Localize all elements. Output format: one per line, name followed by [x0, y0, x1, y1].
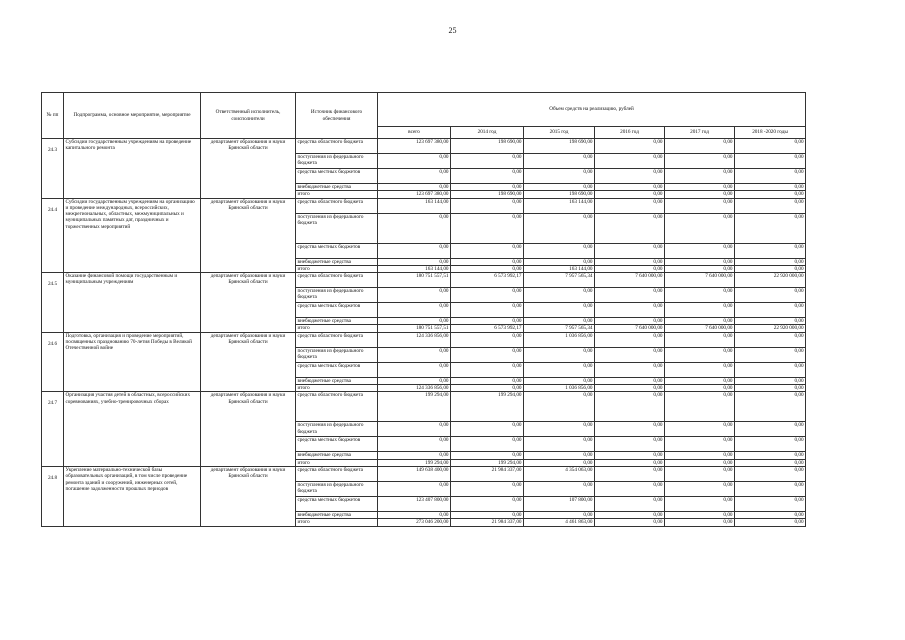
amount-cell: 0,00 — [735, 362, 806, 377]
source-label: итого — [296, 191, 378, 198]
source-label: средства местных бюджетов — [296, 169, 378, 184]
amount-cell: 0,00 — [524, 437, 595, 452]
section-code: 24.5 — [42, 273, 64, 333]
table-row — [42, 139, 806, 154]
amount-cell: 0,00 — [665, 303, 735, 318]
section-executor: департамент образования и науки Брянской области — [201, 198, 296, 273]
amount-cell: 0,00 — [595, 265, 665, 272]
amount-cell: 7 957 565,34 — [524, 325, 595, 332]
amount-cell: 0,00 — [451, 318, 524, 325]
amount-cell: 0,00 — [665, 511, 735, 518]
amount-cell: 22 920 000,00 — [735, 325, 806, 332]
section-code: 24.8 — [42, 466, 64, 526]
amount-cell: 180 751 557,51 — [378, 325, 451, 332]
amount-cell: 0,00 — [524, 303, 595, 318]
amount-cell: 0,00 — [524, 154, 595, 169]
amount-cell: 0,00 — [735, 466, 806, 481]
amount-cell: 1 036 856,00 — [524, 385, 595, 392]
amount-cell: 0,00 — [595, 511, 665, 518]
amount-cell: 0,00 — [595, 437, 665, 452]
section-code: 24.3 — [42, 139, 64, 199]
amount-cell: 0,00 — [595, 318, 665, 325]
amount-cell: 0,00 — [451, 288, 524, 303]
amount-cell: 0,00 — [665, 318, 735, 325]
amount-cell: 0,00 — [595, 154, 665, 169]
section-title: Подготовка, организация и проведение мероприятий, посвященных празднованию 70-летия Победы в Великой Отечественной войне — [64, 332, 201, 392]
source-label: внебюджетные средства — [296, 377, 378, 384]
amount-cell: 198 690,00 — [451, 139, 524, 154]
amount-cell: 273 046 200,00 — [378, 519, 451, 526]
amount-cell: 0,00 — [524, 362, 595, 377]
amount-cell: 0,00 — [665, 481, 735, 496]
amount-cell: 0,00 — [735, 318, 806, 325]
amount-cell: 124 336 856,00 — [378, 385, 451, 392]
amount-cell: 0,00 — [595, 184, 665, 191]
amount-cell: 0,00 — [735, 213, 806, 243]
source-label: поступления из федерального бюджета — [296, 481, 378, 496]
amount-cell: 0,00 — [378, 452, 451, 459]
amount-cell: 0,00 — [524, 392, 595, 422]
amount-cell: 0,00 — [451, 184, 524, 191]
amount-cell: 0,00 — [735, 243, 806, 258]
amount-cell: 0,00 — [665, 519, 735, 526]
section-executor: департамент образования и науки Брянской области — [201, 273, 296, 333]
amount-cell: 0,00 — [665, 243, 735, 258]
amount-cell: 1 036 856,00 — [524, 332, 595, 347]
amount-cell: 199 294,00 — [451, 459, 524, 466]
source-label: средства областного бюджета — [296, 332, 378, 347]
amount-cell: 0,00 — [451, 332, 524, 347]
header-executor: Ответственный исполнитель, соисполнители — [201, 93, 296, 139]
header-year: 2016 год — [595, 127, 665, 139]
amount-cell: 0,00 — [665, 466, 735, 481]
amount-cell: 0,00 — [595, 347, 665, 362]
amount-cell: 0,00 — [524, 481, 595, 496]
amount-cell: 21 984 337,00 — [451, 519, 524, 526]
section-title: Оказание финансовой помощи государственным и муниципальным учреждениям — [64, 273, 201, 333]
amount-cell: 0,00 — [735, 511, 806, 518]
amount-cell: 0,00 — [451, 377, 524, 384]
amount-cell: 0,00 — [378, 169, 451, 184]
amount-cell: 0,00 — [665, 437, 735, 452]
amount-cell: 0,00 — [665, 288, 735, 303]
amount-cell: 0,00 — [665, 452, 735, 459]
amount-cell: 0,00 — [595, 332, 665, 347]
amount-cell: 0,00 — [735, 377, 806, 384]
amount-cell: 0,00 — [378, 422, 451, 437]
amount-cell: 0,00 — [524, 377, 595, 384]
amount-cell: 198 690,00 — [451, 191, 524, 198]
amount-cell: 0,00 — [665, 422, 735, 437]
amount-cell: 163 144,00 — [524, 265, 595, 272]
amount-cell: 0,00 — [451, 385, 524, 392]
amount-cell: 0,00 — [665, 184, 735, 191]
amount-cell: 0,00 — [595, 452, 665, 459]
amount-cell: 123 697 380,00 — [378, 191, 451, 198]
amount-cell: 0,00 — [378, 437, 451, 452]
source-label: внебюджетные средства — [296, 318, 378, 325]
amount-cell: 0,00 — [735, 519, 806, 526]
amount-cell: 0,00 — [378, 377, 451, 384]
amount-cell: 0,00 — [524, 169, 595, 184]
amount-cell: 163 144,00 — [378, 265, 451, 272]
amount-cell: 0,00 — [735, 437, 806, 452]
amount-cell: 0,00 — [451, 347, 524, 362]
amount-cell: 0,00 — [451, 265, 524, 272]
header-year: 2018 -2020 годы — [735, 127, 806, 139]
amount-cell: 0,00 — [595, 169, 665, 184]
source-label: средства местных бюджетов — [296, 437, 378, 452]
amount-cell: 6 573 992,17 — [451, 325, 524, 332]
amount-cell: 163 144,00 — [378, 198, 451, 213]
amount-cell: 0,00 — [735, 258, 806, 265]
amount-cell: 0,00 — [665, 213, 735, 243]
source-label: итого — [296, 325, 378, 332]
amount-cell: 149 638 400,00 — [378, 466, 451, 481]
amount-cell: 0,00 — [595, 288, 665, 303]
source-label: средства областного бюджета — [296, 273, 378, 288]
source-label: внебюджетные средства — [296, 258, 378, 265]
amount-cell: 0,00 — [595, 519, 665, 526]
amount-cell: 0,00 — [735, 385, 806, 392]
amount-cell: 0,00 — [378, 318, 451, 325]
section-code: 24.4 — [42, 198, 64, 273]
section-code: 24.7 — [42, 392, 64, 467]
amount-cell: 0,00 — [665, 392, 735, 422]
amount-cell: 0,00 — [665, 496, 735, 511]
amount-cell: 0,00 — [595, 466, 665, 481]
source-label: средства местных бюджетов — [296, 362, 378, 377]
header-year: всего — [378, 127, 451, 139]
amount-cell: 6 573 992,17 — [451, 273, 524, 288]
header-year: 2015 год — [524, 127, 595, 139]
amount-cell: 198 690,00 — [524, 191, 595, 198]
amount-cell: 0,00 — [451, 452, 524, 459]
amount-cell: 0,00 — [595, 496, 665, 511]
amount-cell: 0,00 — [451, 362, 524, 377]
amount-cell: 180 751 557,51 — [378, 273, 451, 288]
amount-cell: 0,00 — [665, 265, 735, 272]
amount-cell: 0,00 — [665, 191, 735, 198]
section-title: Организация участия детей в областных, всероссийских соревнованиях, учебно-тренировочных сборах — [64, 392, 201, 467]
amount-cell: 0,00 — [735, 332, 806, 347]
source-label: внебюджетные средства — [296, 511, 378, 518]
amount-cell: 0,00 — [595, 303, 665, 318]
amount-cell: 0,00 — [451, 213, 524, 243]
amount-cell: 0,00 — [595, 198, 665, 213]
amount-cell: 0,00 — [595, 392, 665, 422]
amount-cell: 0,00 — [665, 347, 735, 362]
amount-cell: 21 984 337,00 — [451, 466, 524, 481]
section-executor: департамент образования и науки Брянской области — [201, 332, 296, 392]
source-label: итого — [296, 385, 378, 392]
amount-cell: 0,00 — [595, 213, 665, 243]
amount-cell: 0,00 — [524, 422, 595, 437]
source-label: средства областного бюджета — [296, 466, 378, 481]
amount-cell: 0,00 — [735, 459, 806, 466]
amount-cell: 4 461 863,00 — [524, 519, 595, 526]
amount-cell: 0,00 — [451, 437, 524, 452]
amount-cell: 199 294,00 — [378, 392, 451, 422]
amount-cell: 0,00 — [595, 191, 665, 198]
amount-cell: 0,00 — [378, 258, 451, 265]
amount-cell: 0,00 — [665, 377, 735, 384]
amount-cell: 0,00 — [665, 154, 735, 169]
amount-cell: 0,00 — [524, 213, 595, 243]
amount-cell: 0,00 — [735, 481, 806, 496]
amount-cell: 199 294,00 — [378, 459, 451, 466]
amount-cell: 0,00 — [735, 265, 806, 272]
amount-cell: 0,00 — [451, 198, 524, 213]
amount-cell: 0,00 — [378, 213, 451, 243]
source-label: средства местных бюджетов — [296, 243, 378, 258]
amount-cell: 0,00 — [378, 184, 451, 191]
source-label: поступления из федерального бюджета — [296, 213, 378, 243]
source-label: поступления из федерального бюджета — [296, 288, 378, 303]
amount-cell: 107 800,00 — [524, 496, 595, 511]
amount-cell: 0,00 — [735, 452, 806, 459]
amount-cell: 198 690,00 — [524, 139, 595, 154]
amount-cell: 0,00 — [735, 139, 806, 154]
section-title: Укрепление материально-технической базы образовательных организаций, в том числе проведение ремонта зданий и сооружений, инженерных сетей, погашение задолженности прошлых периодов — [64, 466, 201, 526]
amount-cell: 0,00 — [665, 198, 735, 213]
amount-cell: 124 336 856,00 — [378, 332, 451, 347]
amount-cell: 0,00 — [451, 303, 524, 318]
section-code: 24.6 — [42, 332, 64, 392]
amount-cell: 0,00 — [735, 184, 806, 191]
amount-cell: 0,00 — [595, 481, 665, 496]
amount-cell: 0,00 — [378, 481, 451, 496]
section-title: Субсидии государственным учреждениям на организацию и проведение международных, всероссийских, межрегиональных, областных, межмуниципальных и муниципальных памятных дат, праздничных и торжественных мероприятий — [64, 198, 201, 273]
amount-cell: 123 697 380,00 — [378, 139, 451, 154]
amount-cell: 0,00 — [451, 422, 524, 437]
amount-cell: 0,00 — [524, 184, 595, 191]
source-label: поступления из федерального бюджета — [296, 422, 378, 437]
amount-cell: 0,00 — [735, 198, 806, 213]
header-num: № пп — [42, 93, 64, 139]
amount-cell: 0,00 — [451, 258, 524, 265]
source-label: средства областного бюджета — [296, 198, 378, 213]
amount-cell: 0,00 — [524, 452, 595, 459]
amount-cell: 199 294,00 — [451, 392, 524, 422]
amount-cell: 0,00 — [665, 385, 735, 392]
amount-cell: 4 354 063,00 — [524, 466, 595, 481]
amount-cell: 7 640 000,00 — [595, 273, 665, 288]
source-label: итого — [296, 519, 378, 526]
amount-cell: 0,00 — [735, 288, 806, 303]
amount-cell: 0,00 — [735, 303, 806, 318]
amount-cell: 0,00 — [451, 243, 524, 258]
table-row — [42, 466, 806, 481]
table-row — [42, 392, 806, 422]
header-volume: Объем средств на реализацию, рублей — [378, 93, 806, 127]
amount-cell: 0,00 — [665, 332, 735, 347]
table-row — [42, 273, 806, 288]
amount-cell: 0,00 — [595, 385, 665, 392]
amount-cell: 0,00 — [595, 459, 665, 466]
source-label: средства местных бюджетов — [296, 303, 378, 318]
table-row — [42, 198, 806, 213]
section-executor: департамент образования и науки Брянской области — [201, 392, 296, 467]
header-program: Подпрограмма, основное мероприятие, мероприятие — [64, 93, 201, 139]
amount-cell: 0,00 — [595, 377, 665, 384]
amount-cell: 0,00 — [735, 347, 806, 362]
amount-cell: 0,00 — [524, 347, 595, 362]
amount-cell: 0,00 — [378, 511, 451, 518]
amount-cell: 0,00 — [665, 169, 735, 184]
source-label: итого — [296, 459, 378, 466]
section-title: Субсидии государственным учреждениям на проведение капитального ремонта — [64, 139, 201, 199]
section-executor: департамент образования и науки Брянской области — [201, 139, 296, 199]
amount-cell: 7 640 000,00 — [595, 325, 665, 332]
budget-table — [41, 92, 806, 527]
section-executor: департамент образования и науки Брянской области — [201, 466, 296, 526]
amount-cell: 0,00 — [378, 243, 451, 258]
amount-cell: 0,00 — [378, 362, 451, 377]
amount-cell: 7 640 000,00 — [665, 273, 735, 288]
amount-cell: 0,00 — [595, 139, 665, 154]
amount-cell: 0,00 — [595, 362, 665, 377]
amount-cell: 0,00 — [735, 392, 806, 422]
source-label: поступления из федерального бюджета — [296, 347, 378, 362]
amount-cell: 0,00 — [451, 496, 524, 511]
source-label: поступления из федерального бюджета — [296, 154, 378, 169]
amount-cell: 0,00 — [451, 154, 524, 169]
source-label: внебюджетные средства — [296, 452, 378, 459]
amount-cell: 0,00 — [524, 288, 595, 303]
amount-cell: 0,00 — [451, 169, 524, 184]
amount-cell: 0,00 — [735, 496, 806, 511]
amount-cell: 0,00 — [451, 481, 524, 496]
amount-cell: 0,00 — [595, 258, 665, 265]
table-row — [42, 332, 806, 347]
amount-cell: 0,00 — [524, 459, 595, 466]
amount-cell: 0,00 — [524, 258, 595, 265]
amount-cell: 0,00 — [735, 169, 806, 184]
header-source: Источник финансового обеспечения — [296, 93, 378, 139]
amount-cell: 0,00 — [735, 422, 806, 437]
amount-cell: 0,00 — [665, 258, 735, 265]
source-label: внебюджетные средства — [296, 184, 378, 191]
amount-cell: 0,00 — [595, 422, 665, 437]
amount-cell: 0,00 — [451, 511, 524, 518]
amount-cell: 0,00 — [524, 511, 595, 518]
amount-cell: 0,00 — [378, 303, 451, 318]
amount-cell: 0,00 — [524, 243, 595, 258]
amount-cell: 0,00 — [524, 318, 595, 325]
source-label: средства областного бюджета — [296, 139, 378, 154]
source-label: итого — [296, 265, 378, 272]
amount-cell: 123 407 800,00 — [378, 496, 451, 511]
source-label: средства местных бюджетов — [296, 496, 378, 511]
amount-cell: 0,00 — [665, 459, 735, 466]
source-label: средства областного бюджета — [296, 392, 378, 422]
amount-cell: 0,00 — [378, 288, 451, 303]
amount-cell: 0,00 — [378, 347, 451, 362]
amount-cell: 7 640 000,00 — [665, 325, 735, 332]
amount-cell: 0,00 — [665, 362, 735, 377]
header-year: 2014 год — [451, 127, 524, 139]
amount-cell: 0,00 — [665, 139, 735, 154]
amount-cell: 22 920 000,00 — [735, 273, 806, 288]
amount-cell: 7 957 565,34 — [524, 273, 595, 288]
amount-cell: 0,00 — [735, 191, 806, 198]
header-year: 2017 год — [665, 127, 735, 139]
page-number: 25 — [448, 26, 457, 35]
amount-cell: 0,00 — [735, 154, 806, 169]
amount-cell: 0,00 — [378, 154, 451, 169]
amount-cell: 163 144,00 — [524, 198, 595, 213]
amount-cell: 0,00 — [595, 243, 665, 258]
